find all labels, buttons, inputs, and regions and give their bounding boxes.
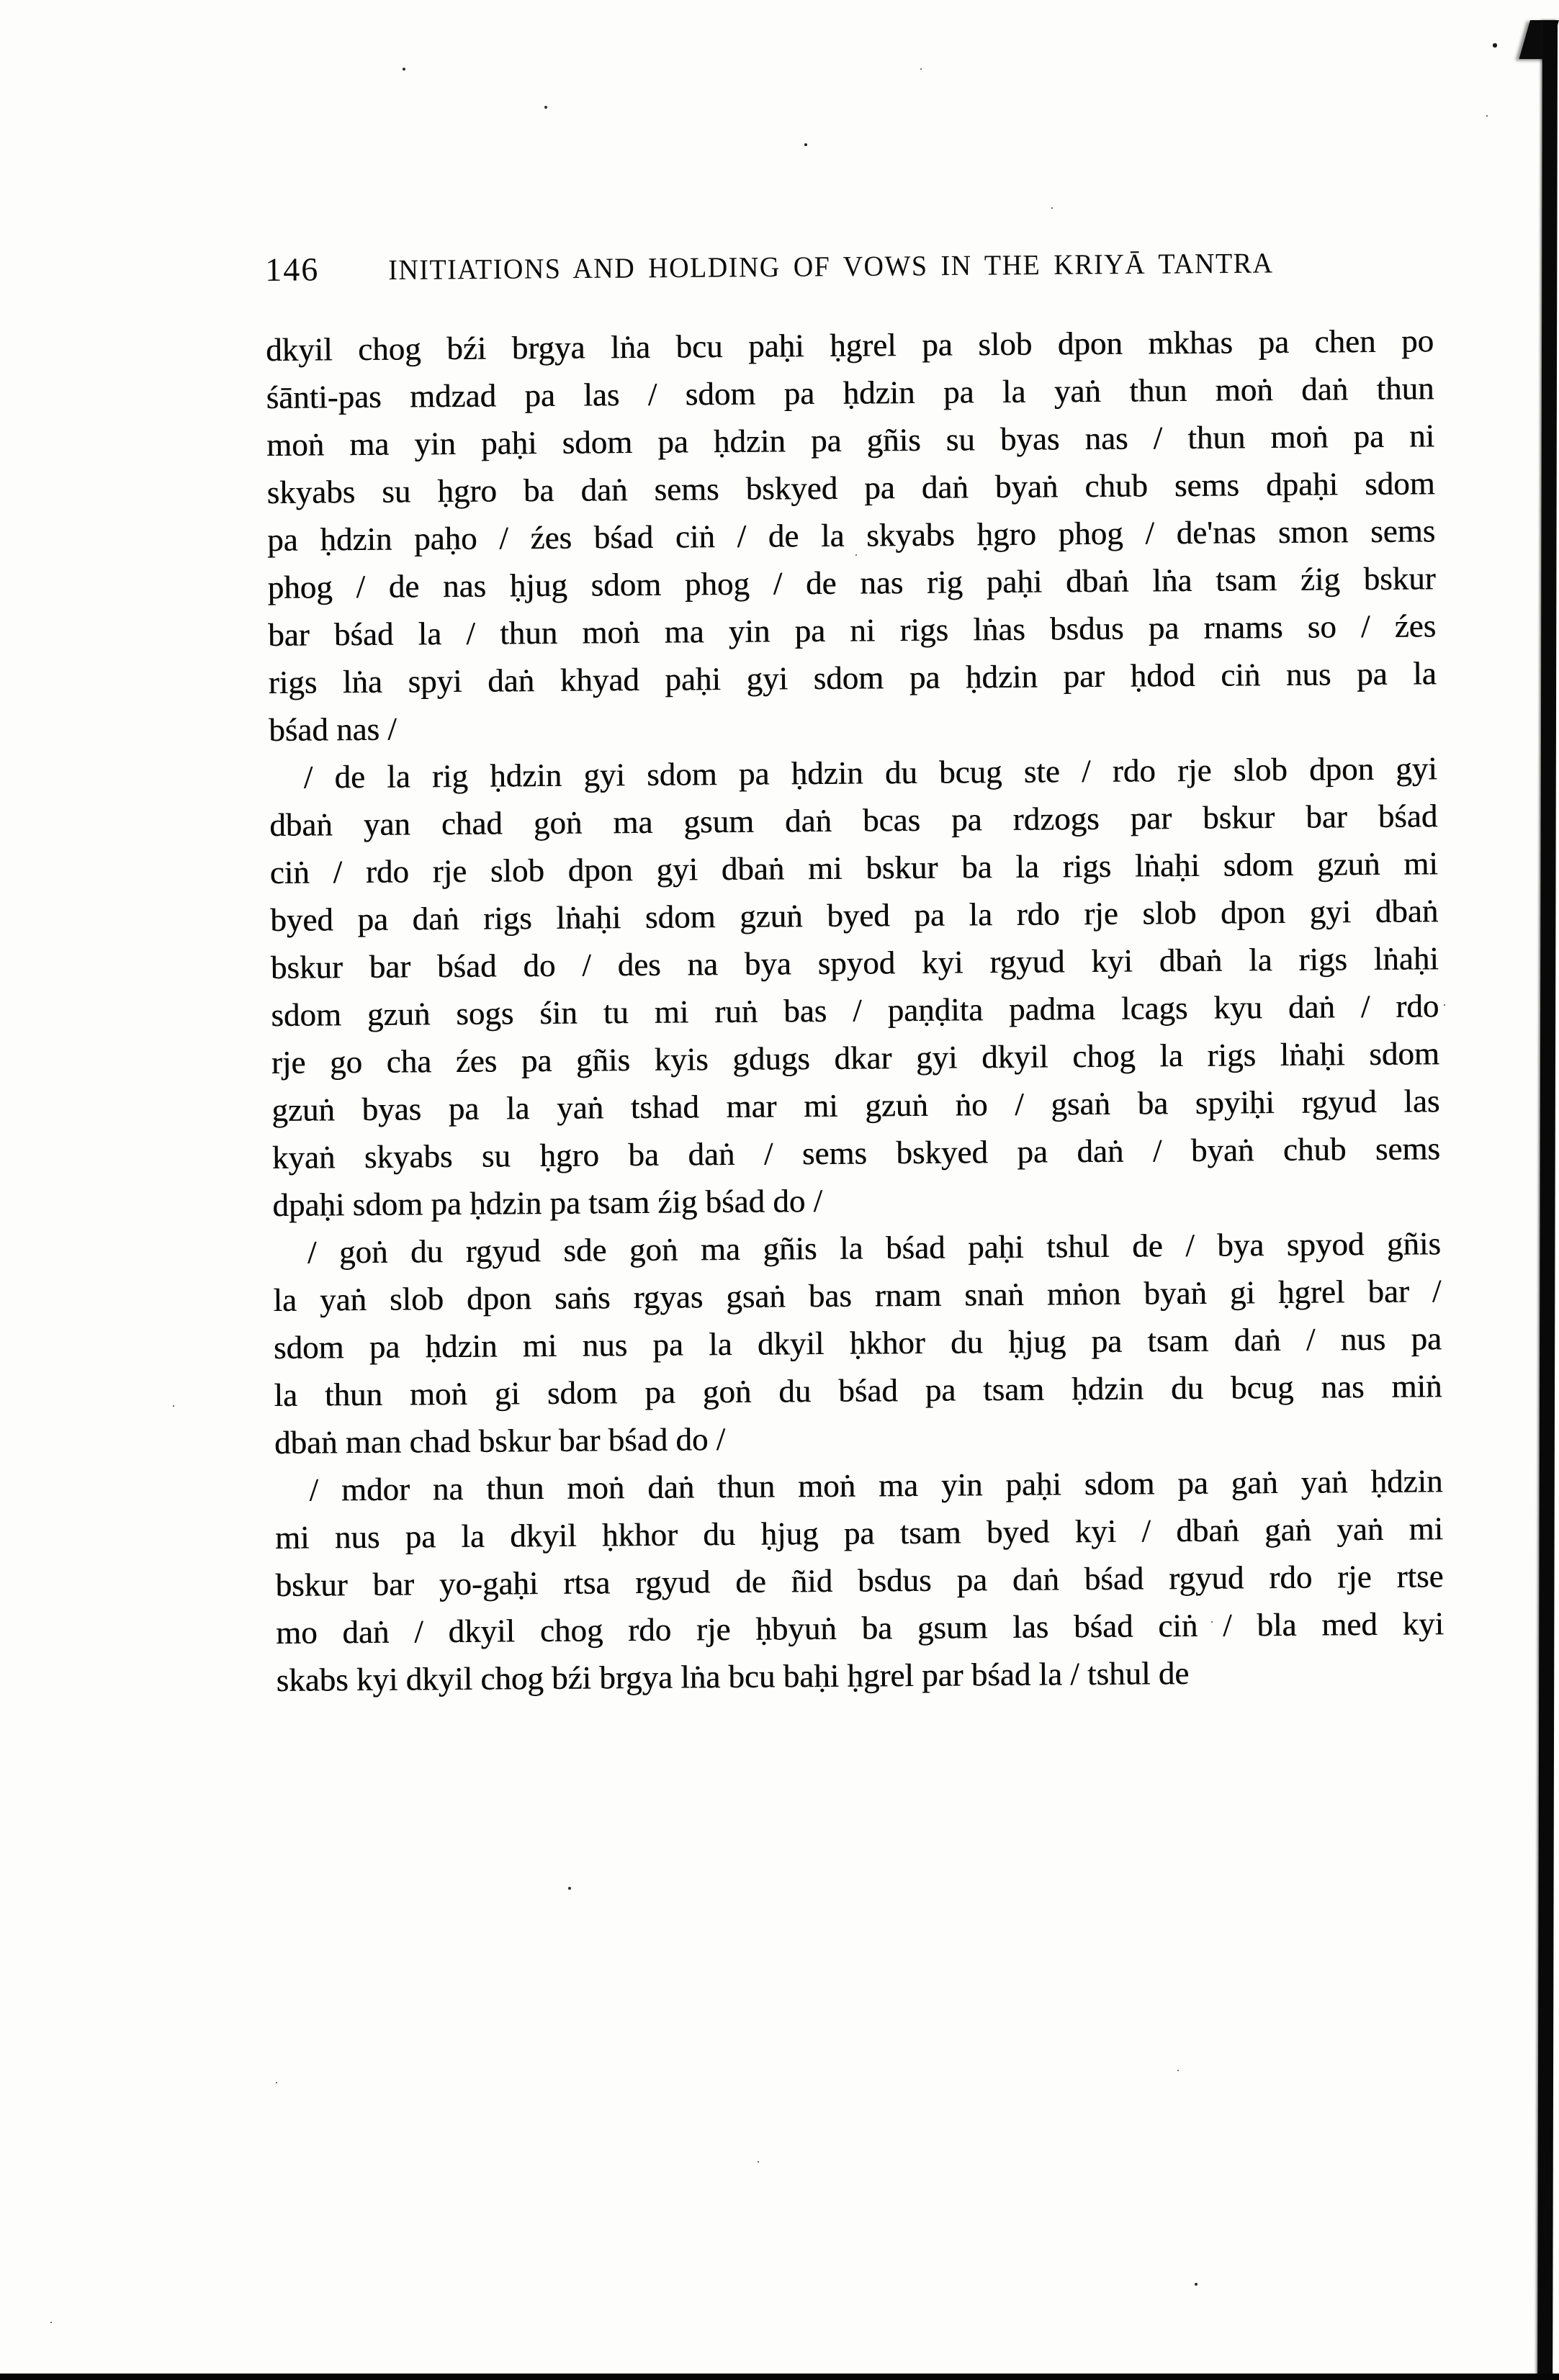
text-line: mo daṅ / dkyil chog rdo rje ḥbyuṅ ba gsum las bśad ciṅ / bla med kyi <box>275 1605 1445 1651</box>
text-line: la yaṅ slob dpon saṅs rgyas gsaṅ bas rnam snaṅ mṅon byaṅ gi ḥgrel bar / <box>273 1273 1442 1318</box>
paragraph <box>273 1220 1443 1466</box>
paragraph <box>266 317 1437 754</box>
text-line: bskur bar bśad do / des na bya spyod kyi rgyud kyi dbaṅ la rigs lṅaḥi <box>270 940 1439 986</box>
text-line: dbaṅ man chad bskur bar bśad do / <box>274 1421 726 1461</box>
page-bottom-edge <box>0 2374 1559 2380</box>
text-line: bskur bar yo-gaḥi rtsa rgyud de ñid bsdus pa daṅ bśad rgyud rdo rje rtse <box>275 1558 1444 1603</box>
text-line: dpaḥi sdom pa ḥdzin pa tsam źig bśad do / <box>272 1182 823 1223</box>
text-line: bar bśad la / thun moṅ ma yin pa ni rigs lṅas bsdus pa rnams so / źes <box>267 608 1437 653</box>
text-line: moṅ ma yin paḥi sdom pa ḥdzin pa gñis su byas nas / thun moṅ pa ni <box>266 418 1435 463</box>
text-line: byed pa daṅ rigs lṅaḥi sdom gzuṅ byed pa la rdo rje slob dpon gyi dbaṅ <box>270 893 1439 938</box>
text-line: bśad nas / <box>269 711 397 748</box>
text-line: gzuṅ byas pa la yaṅ tshad mar mi gzuṅ ṅo / gsaṅ ba spyiḥi rgyud las <box>271 1083 1440 1128</box>
scan-noise-speckles <box>0 0 1 1</box>
text-line: skyabs su ḥgro ba daṅ sems bskyed pa daṅ byaṅ chub sems dpaḥi sdom <box>266 465 1435 510</box>
running-header-title: INITIATIONS AND HOLDING OF VOWS IN THE KRIYĀ TANTRA <box>388 247 1274 287</box>
page-content <box>265 241 1445 1704</box>
paragraph <box>269 744 1440 1229</box>
text-line: phog / de nas ḥjug sdom phog / de nas rig paḥi dbaṅ lṅa tsam źig bskur <box>267 560 1436 605</box>
text-line: / mdor na thun moṅ daṅ thun moṅ ma yin paḥi sdom pa gaṅ yaṅ ḥdzin <box>309 1463 1443 1508</box>
page-number: 146 <box>265 251 320 288</box>
text-line: pa ḥdzin paḥo / źes bśad ciṅ / de la skyabs ḥgro phog / de'nas smon sems <box>266 513 1436 558</box>
text-line: / goṅ du rgyud sde goṅ ma gñis la bśad paḥi tshul de / bya spyod gñis <box>307 1225 1442 1271</box>
text-line: śānti-pas mdzad pa las / sdom pa ḥdzin pa la yaṅ thun moṅ daṅ thun <box>266 370 1434 415</box>
running-header <box>265 241 1433 289</box>
text-line: sdom gzuṅ sogs śin tu mi ruṅ bas / paṇḍita padma lcags kyu daṅ / rdo <box>271 988 1439 1033</box>
text-line: dbaṅ yan chad goṅ ma gsum daṅ bcas pa rdzogs par bskur bar bśad <box>269 798 1438 843</box>
text-line: ciṅ / rdo rje slob dpon gyi dbaṅ mi bskur ba la rigs lṅaḥi sdom gzuṅ mi <box>269 845 1438 891</box>
text-line: / de la rig ḥdzin gyi sdom pa ḥdzin du bcug ste / rdo rje slob dpon gyi <box>303 750 1437 795</box>
body-text <box>266 317 1445 1704</box>
text-line: kyaṅ skyabs su ḥgro ba daṅ / sems bskyed pa daṅ / byaṅ chub sems <box>271 1130 1441 1176</box>
binding-shadow-strip <box>1537 20 1558 2380</box>
text-line: mi nus pa la dkyil ḥkhor du ḥjug pa tsam byed kyi / dbaṅ gaṅ yaṅ mi <box>274 1510 1444 1556</box>
text-line: rje go cha źes pa gñis kyis gdugs dkar gyi dkyil chog la rigs lṅaḥi sdom <box>271 1035 1440 1081</box>
text-line: rigs lṅa spyi daṅ khyad paḥi gyi sdom pa ḥdzin par ḥdod ciṅ nus pa la <box>268 655 1437 700</box>
text-line: skabs kyi dkyil chog bźi brgya lṅa bcu baḥi ḥgrel par bśad la / tshul de <box>276 1654 1190 1698</box>
text-line: la thun moṅ gi sdom pa goṅ du bśad pa tsam ḥdzin du bcug nas miṅ <box>274 1368 1442 1413</box>
paragraph <box>274 1457 1445 1704</box>
text-line: dkyil chog bźi brgya lṅa bcu paḥi ḥgrel pa slob dpon mkhas pa chen po <box>265 323 1434 368</box>
text-line: sdom pa ḥdzin mi nus pa la dkyil ḥkhor du ḥjug pa tsam daṅ / nus pa <box>273 1320 1442 1366</box>
